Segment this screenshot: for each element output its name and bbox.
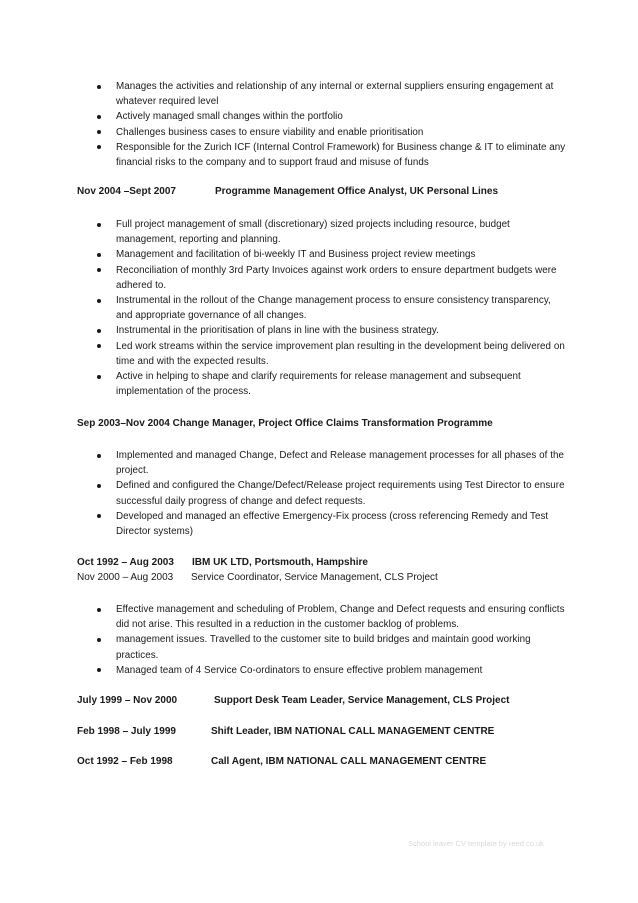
list-item: Challenges business cases to ensure viability and enable prioritisation xyxy=(96,125,566,140)
job-title: Service Coordinator, Service Management, CLS Project xyxy=(191,572,438,583)
list-item: Instrumental in the prioritisation of plans in line with the business strategy. xyxy=(96,323,566,338)
job-title: Call Agent, IBM NATIONAL CALL MANAGEMENT CENTRE xyxy=(211,756,487,767)
job-dates: Oct 1992 – Feb 1998 xyxy=(77,756,173,767)
list-item: management issues. Travelled to the customer site to build bridges and maintain good working practices. xyxy=(96,632,566,662)
job-subheading xyxy=(77,571,438,585)
job-bullet-list xyxy=(96,602,566,678)
footer-watermark: School leaver CV template by reed.co.uk xyxy=(408,839,544,848)
list-item: Developed and managed an effective Emergency-Fix process (cross referencing Remedy and Test Director systems) xyxy=(96,509,566,539)
list-item: Full project management of small (discretionary) sized projects including resource, budget management, reporting and planning. xyxy=(96,217,566,247)
job-title: Shift Leader, IBM NATIONAL CALL MANAGEMENT CENTRE xyxy=(211,726,495,737)
list-item: Managed team of 4 Service Co-ordinators to ensure effective problem management xyxy=(96,663,566,678)
employer: IBM UK LTD, Portsmouth, Hampshire xyxy=(192,557,368,568)
job-bullet-list xyxy=(96,448,566,539)
list-item: Instrumental in the rollout of the Change management process to ensure consistency transparency, and appropriate governance of all changes. xyxy=(96,293,566,323)
list-item: Reconciliation of monthly 3rd Party Invoices against work orders to ensure department budgets were adhered to. xyxy=(96,263,566,293)
job-heading xyxy=(77,694,510,708)
list-item: Management and facilitation of bi-weekly IT and Business project review meetings xyxy=(96,247,566,262)
job-heading xyxy=(77,725,495,739)
list-item: Responsible for the Zurich ICF (Internal Control Framework) for Business change & IT to eliminate any financial risks to the company and to support fraud and misuse of funds xyxy=(96,140,566,170)
list-item: Led work streams within the service improvement plan resulting in the development being delivered on time and with the expected results. xyxy=(96,339,566,369)
job-dates: Nov 2000 – Aug 2003 xyxy=(77,572,174,583)
job-dates: Nov 2004 –Sept 2007 xyxy=(77,186,176,197)
job-title: Programme Management Office Analyst, UK Personal Lines xyxy=(215,186,499,197)
list-item: Active in helping to shape and clarify requirements for release management and subsequent implementation of the process. xyxy=(96,369,566,399)
job-heading: Sep 2003–Nov 2004 Change Manager, Project Office Claims Transformation Programme xyxy=(77,418,493,429)
job-bullet-list xyxy=(96,217,566,399)
job-heading xyxy=(77,185,499,199)
list-item: Defined and configured the Change/Defect/Release project requirements using Test Director to ensure successful daily progress of change and defect requests. xyxy=(96,478,566,508)
job-dates: Oct 1992 – Aug 2003 xyxy=(77,557,174,568)
list-item: Implemented and managed Change, Defect and Release management processes for all phases of the project. xyxy=(96,448,566,478)
list-item: Manages the activities and relationship of any internal or external suppliers ensuring engagement at whatever required level xyxy=(96,79,566,109)
list-item: Actively managed small changes within the portfolio xyxy=(96,109,566,124)
job-heading xyxy=(77,556,368,570)
list-item: Effective management and scheduling of Problem, Change and Defect requests and ensuring conflicts did not arise. This resulted in a reduction in the customer backlog of problems. xyxy=(96,602,566,632)
job-title: Support Desk Team Leader, Service Management, CLS Project xyxy=(214,695,510,706)
job-heading xyxy=(77,755,487,769)
intro-bullet-list xyxy=(96,79,566,170)
job-dates: July 1999 – Nov 2000 xyxy=(77,695,178,706)
job-dates: Feb 1998 – July 1999 xyxy=(77,726,176,737)
